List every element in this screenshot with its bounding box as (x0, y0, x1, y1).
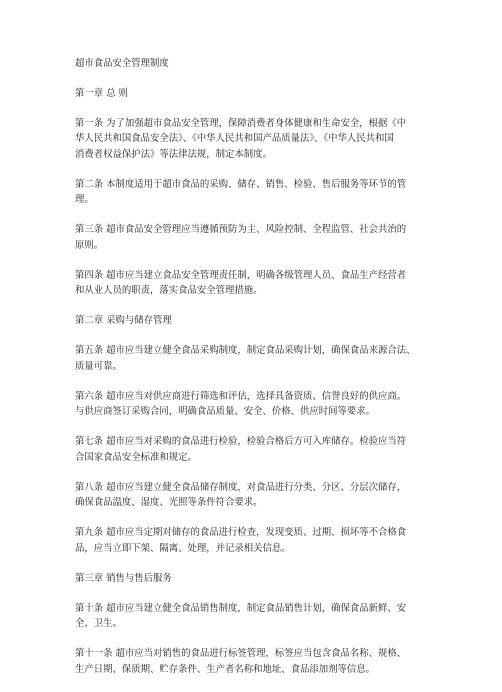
paragraph-line: 合国家食品安全标准和规定。 (75, 451, 197, 463)
article-paragraph (75, 389, 437, 420)
paragraph-line: 第八条 超市应当建立健全食品储存制度，对食品进行分类、分区、分层次储存， (75, 481, 407, 493)
article-paragraph (75, 177, 437, 208)
paragraph-line: 理。 (75, 194, 94, 205)
article-paragraph (75, 480, 437, 511)
paragraph-line: 第十条 超市应当建立健全食品销售制度，制定食品销售计划，确保食品新鲜、安 (75, 602, 407, 614)
article-paragraph (75, 601, 437, 632)
chapter-heading-line: 第三章 销售与售后服务 (75, 572, 172, 584)
chapter-heading (75, 571, 437, 587)
paragraph-line: 第九条 超市应当定期对储存的食品进行检查，发现变质、过期、损坏等不合格食 (75, 527, 407, 538)
chapter-heading-line: 第二章 采购与储存管理 (75, 315, 172, 326)
chapter-heading-line: 第一章 总 则 (75, 87, 128, 99)
paragraph-line: 第三条 超市食品安全管理应当遵循预防为主、风险控制、全程监管、社会共治的 (75, 224, 407, 235)
paragraph-line: 第六条 超市应当对供应商进行筛选和评估，选择具备资质、信誉良好的供应商。 (75, 390, 407, 402)
document-body (75, 56, 437, 692)
paragraph-line: 第一条 为了加强超市食品安全管理，保障消费者身体健康和生命安全，根据《中 (75, 117, 407, 129)
paragraph-line: 生产日期、保质期、贮存条件、生产者名称和地址、食品添加剂等信息。 (75, 663, 376, 675)
chapter-heading (75, 313, 437, 329)
paragraph-line: 第十一条 超市应当对销售的食品进行标签管理，标签应当包含食品名称、规格、 (75, 648, 407, 659)
paragraph-line: 品，应当立即下架、隔离、处理，并记录相关信息。 (75, 542, 291, 554)
paragraph-line: 确保食品温度、湿度、光照等条件符合要求。 (75, 497, 263, 508)
article-paragraph (75, 268, 437, 299)
paragraph-line: 第五条 超市应当建立健全食品采购制度，制定食品采购计划，确保食品来源合法、 (75, 345, 416, 356)
article-paragraph (75, 343, 437, 374)
article-paragraph (75, 116, 437, 163)
paragraph-line: 第七条 超市应当对采购的食品进行检验，检验合格后方可入库储存。检验应当符 (75, 436, 407, 447)
article-paragraph (75, 525, 437, 556)
paragraph-line: 与供应商签订采购合同，明确食品质量、安全、价格、供应时间等要求。 (75, 406, 376, 417)
paragraph-line: 消费者权益保护法》等法律法规，制定本制度。 (75, 148, 272, 160)
paragraph-line: 第二条 本制度适用于超市食品的采购、储存、销售、检验、售后服务等环节的管 (75, 178, 407, 190)
paragraph-line: 原则。 (75, 239, 104, 251)
paragraph-line: 华人民共和国食品安全法》、《中华人民共和国产品质量法》、《中华人民共和国 (75, 133, 394, 144)
paragraph-line: 全、卫生。 (75, 618, 122, 629)
document-blocks (75, 86, 437, 678)
paragraph-line: 和从业人员的职责，落实食品安全管理措施。 (75, 285, 263, 296)
document-title (75, 56, 437, 72)
article-paragraph (75, 222, 437, 253)
chapter-heading (75, 86, 437, 102)
article-paragraph (75, 646, 437, 677)
paragraph-line: 质量可靠。 (75, 360, 122, 372)
title-line: 超市食品安全管理制度 (75, 58, 169, 69)
article-paragraph (75, 434, 437, 465)
paragraph-line: 第四条 超市应当建立食品安全管理责任制，明确各级管理人员、食品生产经营者 (75, 269, 407, 281)
